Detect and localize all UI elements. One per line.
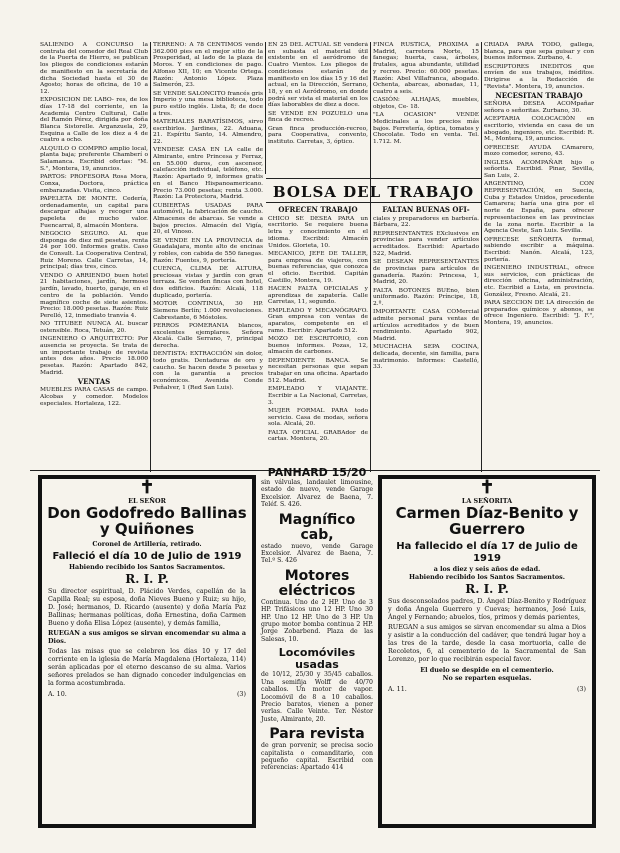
- classified-ad: PARTOS: PROFESORA Rosa Mora, Conxa, Doctora, práctica embarazadas. Visita, cinco.: [40, 174, 148, 194]
- obituary-body: Su director espiritual, D. Plácido Verdes, capellán de la Capilla Real; su esposa, doña Nieves Bueno y Ruiz; su hijo, D. José; hermanos, D. Ricardo (ausente) y doña María Paz Ballinas; hermanas políticas, doña Ernestina, doña Carmen Bueno y doña Elisa López (ausente), y demás familia,: [48, 587, 246, 627]
- obituary-code: A. 11.: [388, 685, 407, 693]
- cab-text: estado nuevo, vende Garage Excelsior. Alvarez de Baena, 7. Tel.º S. 426: [261, 542, 373, 565]
- classified-ad: MOTOR CONTINUA, 30 HP. Siemens Berlín; 1.000 revoluciones. Cabrestante, 6 Móstoles.: [153, 301, 263, 321]
- ofrecen-trabajo-heading: OFRECEN TRABAJO: [278, 205, 358, 214]
- classified-ad: INGENIERO INDUSTRIAL, ofrece sus servicios, con prácticas de dirección oficina, administración, etc. Escribid a Lista, en provincia. González, Fresno. Alcalá, 21.: [484, 264, 594, 298]
- classified-ad: "LA OCASION" VENDE Medicinales a los precios más bajos. Ferretería, óptica, tomates y Chocolate. Todo en venta. Tel. 1.712. M.: [373, 112, 479, 146]
- bolsa-left-column: [268, 205, 368, 470]
- classified-ad: MUJER FORMAL PARA todo servicio. Casa de modas, señora sola. Alcalá, 20.: [268, 407, 368, 428]
- obituary-no-esquelas: No se reparten esquelas.: [442, 674, 532, 682]
- column-1: [40, 42, 148, 472]
- classified-ad: OFRECESE AYUDA CAmarero, mozo comedor, sereno, 43.: [484, 144, 594, 158]
- bolsa-title: BOLSA DEL TRABAJO: [272, 183, 475, 201]
- cross-icon: ✝: [139, 477, 155, 498]
- motores-heading: Motores eléctricos: [278, 567, 356, 599]
- section-heading-necesitan-trabajo: NECESITAN TRABAJO: [495, 90, 583, 100]
- classified-ad: MUEBLES PARA CASAS de campo. Alcobas y comedor. Modelos especiales. Hortaleza, 122.: [40, 387, 148, 407]
- classified-ad: CUBIERTAS USADAS PARA automóvil, la fabricación de caucho. Almacenes de abarcas. Se vende a bajos precios. Almacén del Vigía, 20, el Vinoso.: [153, 202, 263, 236]
- obituary-footer: [382, 685, 592, 693]
- classified-ad: SE VENDE SALONCITO francés gris Imperio y una mesa biblioteca, todo puro estilo inglés. Lista, 8; de doce a tres.: [153, 90, 263, 117]
- panhard-text: sin válvulas, landaulet limousine, estado de nuevo, vende Garage Excelsior. Alvarez de Baena, 7. Teléf. S. 426.: [261, 479, 373, 509]
- classified-ad: CRIADA PARA TODO, gallega, blanca, para que sepa guisar y con buenos informes. Zurbano, 4.: [484, 42, 594, 62]
- column-5: [484, 42, 594, 472]
- column-rule: [370, 42, 371, 472]
- obituary-rank: Coronel de Artillería, retirado.: [92, 540, 202, 548]
- bolsa-rule-bottom: [266, 202, 481, 203]
- classified-ad: DEPENDIENTE BANCA. Se necesitan personas que sepan trabajar en una oficina. Apartado 512. Madrid.: [268, 357, 368, 384]
- bolsa-right-column: [373, 205, 479, 470]
- classified-ad: ESCRIPTORES INEDITOS que envíen de sus trabajos, inéditos. Dirigirse a la Redacción de "Revista". Montera, 19, anuncios.: [484, 63, 594, 90]
- obituary-sacrament: Habiendo recibido los Santos Sacramentos.: [69, 563, 225, 571]
- motores-text: Continua. Uno de 2 HP. Uno de 3 HP. Trifásicos uno 12 HP. Uno 30 HP. Uno 12 HP. Uno de 3 HP. Un grupo motor bomba continua 2 HP. Jorge Zobarbend. Plaza de las Salesas, 10.: [261, 598, 373, 643]
- middle-ads: [261, 467, 373, 776]
- classified-ad: FINCA RUSTICA, PROXIMA a Madrid, carretera Norte, 15 fanegas; huerta, casa, árboles, frutales, agua abundante, utilidad y recreo. Precio: 60.000 pesetas. Razón: Abel Villafranca, abogado. Ochenta, abarcas, abonadas, 11, cuatro a seis.: [373, 42, 479, 95]
- classified-ad: HACEN FALTA OFICIALAS y aprendizas de zapatería. Calle Carretas, 11, segundo.: [268, 285, 368, 306]
- obituary-right: [378, 475, 596, 828]
- column-rule: [150, 42, 151, 472]
- classified-ad: MECANICO, JEFE DE TALLER, para empresa de viajeros, con buenas referencias, que conozca el oficio. Escribid. Capitán Castillo, Montera, 19.: [268, 250, 368, 284]
- revista-text: de gran porvenir, se precisa socio capitalista o comanditario, con pequeño capital. Escribid con referencias: Apartado 414: [261, 742, 373, 772]
- classified-ad: SE DESEAN REPRESENTANTES de provincias para artículos de ganadería. Razón: Princesa, 1, Madrid, 20.: [373, 259, 479, 286]
- column-2: [153, 42, 263, 472]
- classified-ad: ACEPTARIA COLOCACIÓN en escritorio, vivienda en casa de un abogado, ingeniero, etc. Escribid: R. M., Montera, 19, anuncios.: [484, 116, 594, 143]
- obituary-age: a los diez y seis años de edad.: [433, 565, 541, 573]
- obituary-rip: R. I. P.: [465, 582, 509, 596]
- locomoviles-heading: Locomóviles usadas: [278, 646, 356, 672]
- obituary-rip: R. I. P.: [125, 572, 169, 586]
- classified-ad: SALIENDO A CONCURSO la contrata del comedor del Real Club de la Puerta de Hierro, se publican los pliegos de condiciones estarán de manifiesto en la secretaría de dicha Sociedad hasta el 30 de Agosto; horas de oficina, de 10 a 12.: [40, 42, 148, 95]
- column-4: [373, 42, 479, 176]
- cross-icon: ✝: [479, 477, 495, 498]
- classified-ad: PARA SECCION DE LA dirección de preparados químicos y abonos, se ofrece Ingeniero. Escribid: "J. F.", Montera, 19, anuncios.: [484, 300, 594, 327]
- classified-ad: CASIÓN: ALHAJAS, muebles, objetos, Ce- 18.: [373, 97, 479, 110]
- obituary-footer: [42, 690, 252, 698]
- classified-ad: VENDESE CASA EN LA calle de Almirante, entre Princesa y Ferraz, en 55.000 duros, con ascensor, calefacción individual, teléfono, etc. Razón: Apartado 9, informes gratis en el Banco Hispanoamericano. Precio 73.000 pesetas; renta 3.000. Razón: La Protectora, Madrid.: [153, 147, 263, 201]
- classified-ad: EN 25 DEL ACTUAL SE venderá en subasta el material útil existente en el aeródromo de Cuatro Vientos. Los pliegos de condiciones estarán de manifiesto en los días 15 y 16 del actual, en la Dirección, Serrano, 18, y en el Aeródromo, en donde podrá ser vista el material en los días laborables de diez a doce.: [268, 42, 368, 109]
- column-3: [268, 42, 368, 176]
- classified-ad: OFRECESE SEÑORITA formal, sabiendo escribir a máquina. Escribid: Nanón. Alcalá, 123, portería.: [484, 236, 594, 263]
- classified-ad: EMPLEADO Y MECANÓGRAFO. Gran empresa con ventas de aparatos, competente en el ramo. Escribir: Apartado 512.: [268, 307, 368, 334]
- classified-ad: SEÑORA DESEA ACOMpañar señora o señoritas. Zurbano, 30.: [484, 101, 594, 114]
- bolsa-rule-top: [266, 178, 481, 179]
- section-heading-ventas: VENTAS: [77, 376, 111, 386]
- classified-ad: VENDO O ARRIENDO buen hotel 21 habitaciones, jardín, hermoso jardín, lavado, huerto, garaje, en el centro de la población. Vendo magnífico coche de siete asientos. Precio: 18.000 pesetas. Razón: Ruiz Perelló, 12, inmediato tranvía 4.: [40, 272, 148, 319]
- obituary-date: Falleció el día 10 de Julio de 1919: [52, 551, 242, 562]
- revista-heading: Para revista: [269, 726, 365, 743]
- classified-ad: MOZO DE ESCRITORIO, con buenos informes. Pozas, 12, almacén de carbones.: [268, 336, 368, 356]
- obituary-extra: Todas las misas que se celebren los días 10 y 17 del corriente en la iglesia de María Magdalena (Hortaleza, 114) serán aplicadas por el eterno descanso de su alma. Varios señores prelados se han dignado conceder indulgencias en la forma acostumbrada.: [48, 647, 246, 687]
- classified-ad: REPRESENTANTES EXclusivos en provincias para vender artículos acreditados. Escribid: Apartado 522, Madrid.: [373, 230, 479, 257]
- classified-ad: IMPORTANTE CASA COMercial admite personal para ventas de artículos acreditados y de buen rendimiento. Apartado 902, Madrid.: [373, 309, 479, 343]
- classified-ad: FALTA OFICIAL GRABAdor de cartas. Montera, 20.: [268, 429, 368, 443]
- classified-ad: SE VENDE EN LA PROVINCIA de Guadalajara, monte alto de encinas y robles, con cabida de 550 fanegas. Razón: Fuentes, 9, portería.: [153, 237, 263, 264]
- obituary-number: (3): [236, 690, 246, 698]
- classified-ad: DENTISTA: EXTRACCIÓN sin dolor, todo gratis. Dentaduras de oro y caucho. Se hacen desde 5 pesetas y con la garantía a precios económicos. Avenida Conde Peñalver, 1 (Red San Luis).: [153, 351, 263, 391]
- classified-ad: TERRENO: A 78 CENTIMOS vendo 362.000 pies en el mejor sitio de la Prosperidad, al lado de la plaza de Moros. Y en condiciones de pago. Alfonso XII, 10; en Vicente Ortega. Razón: Antonio López. Plaza Salmerón, 23.: [153, 42, 263, 89]
- cab-heading: Magnífico cab,: [278, 511, 356, 543]
- column-rule: [265, 42, 266, 174]
- classified-ad: ALQUILO O COMPRO amplio local, planta baja; preferente Chamberí o Salamanca. Escribid ofertas: "M. S.", Montera, 19, anuncios.: [40, 145, 148, 172]
- obituary-name: Don Godofredo Ballinas y Quiñones: [47, 504, 247, 538]
- classified-ad: Gran finca producción-recreo, para Cooperativa, convento, instituto. Carretas, 3, óptico.: [268, 125, 368, 146]
- classified-ad: NO TITUBEE NUNCA AL buscar ostensible. Roca, Tetuán, 20.: [40, 321, 148, 334]
- obituary-request: RUEGAN a sus amigos se sirvan encomendar su alma a Dios.: [48, 629, 246, 645]
- faltan-heading: FALTAN BUENAS OFI-: [382, 205, 470, 214]
- classified-ad: PAPELETA DE MONTE. Cedería, ordenadamente, un capital para descargar alhajas y recoger una papeleta de mucho valor. Fuencarral, 8, almacén Montera.: [40, 195, 148, 229]
- obituary-label: EL SEÑOR: [128, 497, 166, 505]
- classified-ad: ARGENTINO, CON REPRESENTACIÓN, en Suecia, Cuba y Estados Unidos, procedente Camarera; haría una gira por el norte de España, para ofrecer representaciones en las provincias de la zona norte. Escribir a la Agencia Oeste, San Luis. Sevilla.: [484, 181, 594, 235]
- classified-ad: CUENCA, CLIMA DE ALTURA, preciosas vistas y jardín con gran terraza. Se venden fincas con hotel, dos edificios. Razón: Alcalá, 118 duplicado, portería.: [153, 266, 263, 299]
- obituary-label: LA SEÑORITA: [461, 497, 513, 505]
- locomoviles-text: de 10/12, 25/30 y 35/45 caballos. Una semifija Wolff de 40/70 caballos. Un motor de vapor. Locomóvil de 8 a 10 caballos. Precio baratos, vienen a poner verlas. Calle Veinte. Ter. Néstor Juste, Almirante, 20.: [261, 671, 373, 723]
- classified-ad: EXPOSICION DE LABO- res, de los días 17-18 del corriente, en la Academia Centro Cultural, Calle del Ramón Pérez, dirigida por doña Blanca Sistorelle. Arganzuela, 29, Esquina a Calle de los diez a 4 de cuatro a ocho.: [40, 97, 148, 144]
- classified-ad: INGLESA ACOMPAÑAR hijo o señorita. Escribid. Pinar, Sevilla, San Luis, 2.: [484, 159, 594, 180]
- obituary-duelo: El duelo se despide en el cementerio.: [420, 666, 554, 674]
- obituary-body: Sus desconsolados padres, D. Ángel Díaz-Benito y Rodríguez y doña Ángela Guerrero y Cuevas; hermanos, José Luis, Ángel y Fernando; abuelos, tíos, primos y demás parientes,: [388, 597, 586, 621]
- classified-ad: CHICO SE DESEA PARA un escritorio. Se requiere buena letra y conocimiento en el idioma. Escribid: Almacén Unidos. Glorieta, 10.: [268, 215, 368, 249]
- obituary-code: A. 10.: [48, 690, 67, 698]
- obituary-date: Ha fallecido el día 17 de Julio de 1919: [396, 541, 578, 564]
- classified-ad: ciales y preparadores en barbería. Bárbara, 22.: [373, 215, 479, 229]
- classified-ad: MATERIALES BARATÍSIMOS, sirvo escribirlos. Jardines, 22. Aduana, 21. Espíritu Santo, 14. Almendro, 22.: [153, 118, 263, 146]
- obituary-name: Carmen Díaz-Benito y Guerrero: [395, 504, 579, 538]
- column-rule: [481, 42, 482, 472]
- classified-ad: EMPLEADO Y VIAJANTE. Escribir a La Nacional, Carretas, 3.: [268, 386, 368, 406]
- classified-ad: SE VENDE EN POZUELO una finca de recreo.: [268, 110, 368, 124]
- classified-ad: FALTA BOTONES BUEno, bien uniformado. Razón: Príncipe, 18, 2.º.: [373, 287, 479, 307]
- classified-ad: MUCHACHA SEPA COCINA, delicada, decente, sin familia, para matrimonio. Informes: Castelló, 33.: [373, 344, 479, 371]
- classified-ad: INGENIERO O ARQUITECTO: Por ausencia se proyecta. Se trata de un importante trabajo de revista antes dos años. Precio 18.000 pesetas. Razón: Apartado 842, Madrid.: [40, 336, 148, 376]
- obituary-sacrament: Habiendo recibido los Santos Sacramentos.: [409, 573, 565, 581]
- classified-ad: PERROS POMERANIA blancos, excelentes ejemplares. Señora Alcalá. Calle Serrano, 7, principal derecha.: [153, 322, 263, 349]
- obituary-request: RUEGAN a sus amigos se sirvan encomendar su alma a Dios y asistir a la conducción del cadáver, que tendrá lugar hoy a las tres de la tarde, desde la casa mortuoria, calle de Recoletos, 6, al cementerio de la Sacramental de San Lorenzo, por lo que recibirán especial favor.: [388, 623, 586, 663]
- obituary-left: [38, 475, 256, 828]
- obituary-number: (3): [576, 685, 586, 693]
- panhard-heading: PANHARD 15/20: [267, 466, 367, 479]
- classified-ad: NEGOCIO SEGURO. AL que disponga de diez mil pesetas, renta 24 por 100. Informes gratis. Caso de Consult. La Cooperativa Central, Ruiz Moreno. Calle Carretas, 14, principal; días tres, cinco.: [40, 230, 148, 271]
